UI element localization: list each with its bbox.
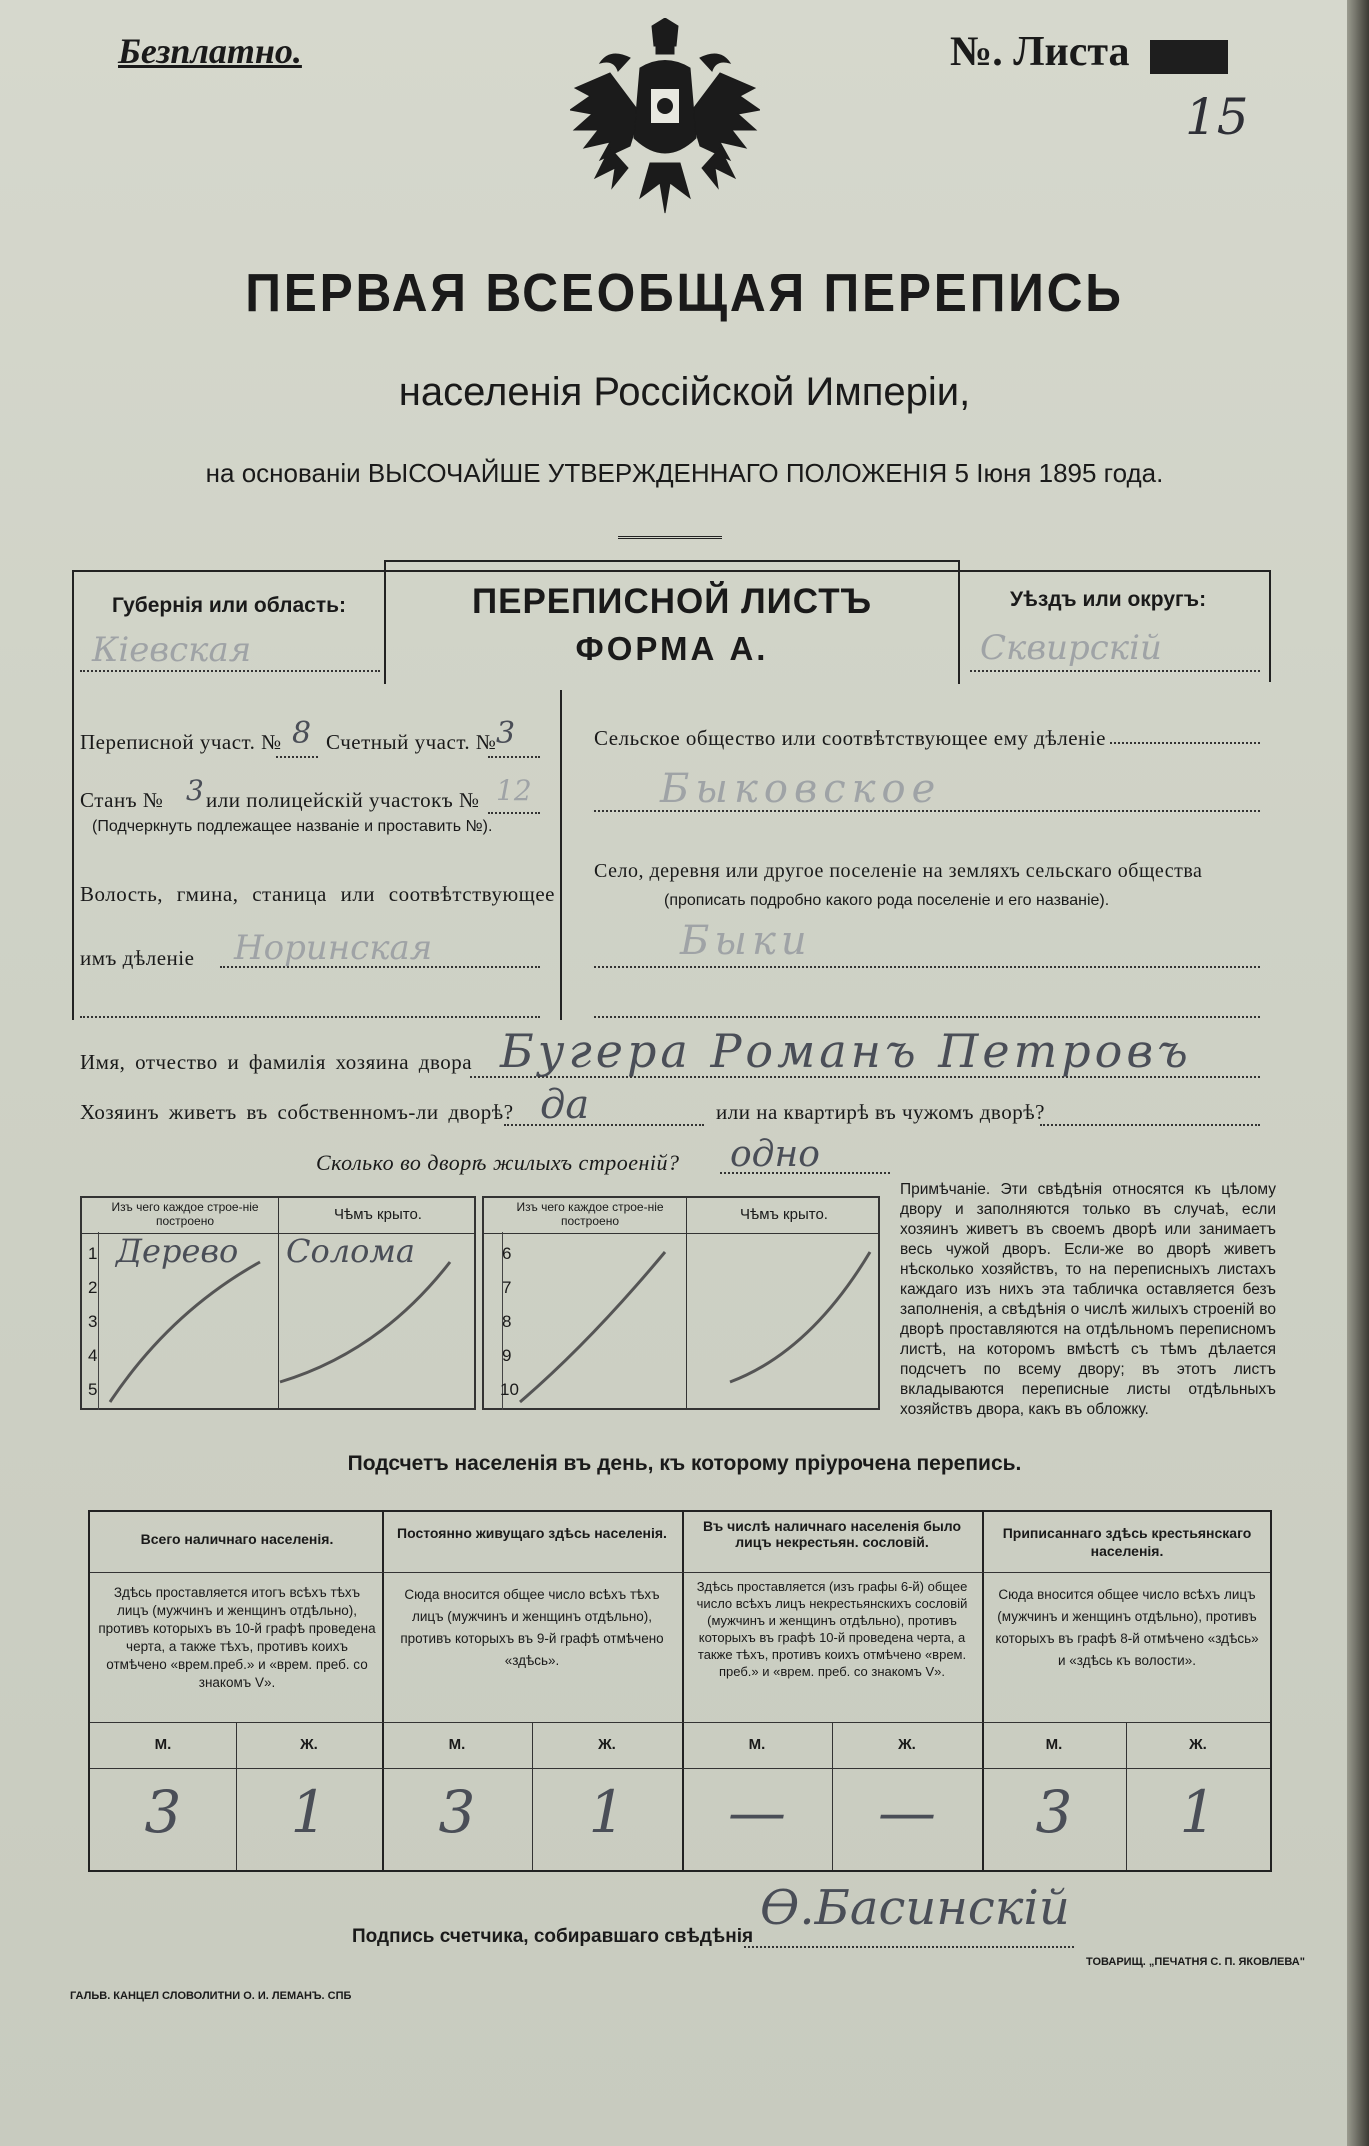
title-main: ПЕРВАЯ ВСЕОБЩАЯ ПЕРЕПИСЬ [245, 263, 1124, 323]
village-note: (прописать подробно какого рода поселеніе и его названіе). [664, 892, 1110, 909]
title-basis: на основаніи ВЫСОЧАЙШЕ УТВЕРЖДЕННАГО ПОЛОЖЕНІЯ 5 Іюня 1895 года. [205, 458, 1164, 488]
col4-f-value: 1 [1179, 1778, 1217, 1846]
material-header-2: Изъ чего каждое строе-ніе построено [516, 1200, 664, 1228]
signature-value: Ө.Басинскій [760, 1880, 1070, 1936]
col2-m-value: 3 [438, 1778, 476, 1846]
buildings-label: Сколько во дворѣ жилыхъ строеній? [316, 1150, 680, 1175]
row-num-2: 2 [88, 1278, 98, 1297]
count-area-label: Счетный участ. № [326, 730, 497, 754]
own-yard-value: да [540, 1082, 590, 1128]
owner-name-label: Имя, отчество и фамилія хозяина двора [80, 1050, 473, 1074]
roof-header-2: Чѣмъ крыто. [740, 1206, 828, 1223]
village-label: Село, деревня или другое поселеніе на земляхъ сельскаго общества [594, 860, 1203, 882]
volost-label-2: имъ дѣленіе [80, 946, 195, 970]
province-label: Губернія или область: [112, 594, 347, 617]
census-area-value: 8 [292, 716, 312, 751]
census-area-label: Переписной участ. № [80, 730, 282, 754]
col4-desc: Сюда вносится общее число всѣхъ лицъ (мужчинъ и женщинъ отдѣльно), противъ которыхъ въ графѣ 8-й отмѣчено «здѣсь» и «здѣсь къ волости». [995, 1587, 1259, 1668]
col4-f-label: Ж. [1189, 1736, 1207, 1753]
col1-header: Всего наличнаго населенія. [140, 1531, 334, 1547]
row-num-6: 6 [502, 1244, 512, 1263]
col3-f-label: Ж. [898, 1736, 916, 1753]
signature-label: Подпись счетчика, собиравшаго свѣдѣнія [352, 1926, 754, 1947]
buildings-note: Примѣчаніе. Эти свѣдѣнія относятся къ цѣлому двору и заполняются только въ случаѣ, если хозяинъ живетъ въ своемъ дворѣ или занимаетъ весь чужой дворъ. Если-же во дворѣ живетъ нѣсколько хозяйствъ, то на переписныхъ листахъ каждаго изъ нихъ эта табличка оставляется безъ заполненія, а свѣдѣнія о числѣ жилыхъ строеній во дворѣ проставляются на отдѣльномъ переписномъ листѣ, на которомъ вмѣстѣ съ тѣмъ дѣлается подсчетъ по всему двору; въ этотъ листъ вкладываются переписные листы отдѣльныхъ хозяйствъ двора, какъ въ обложку. [900, 1181, 1276, 1418]
col2-f-label: Ж. [598, 1736, 616, 1753]
col3-f-value: — [878, 1778, 936, 1846]
population-title: Подсчетъ населенія въ день, къ которому пріурочена перепись. [347, 1452, 1022, 1475]
society-label: Сельское общество или соотвѣтствующее ему дѣленіе [594, 726, 1106, 750]
district-value: Сквирскій [980, 628, 1162, 668]
population-table [88, 1510, 1272, 1872]
col1-f-value: 1 [290, 1778, 328, 1846]
col1-f-label: Ж. [300, 1736, 318, 1753]
buildings-table [80, 1196, 880, 1410]
free-label: Безплатно. [118, 31, 302, 71]
material-header: Изъ чего каждое строе-ніе построено [111, 1200, 259, 1228]
row-num-8: 8 [502, 1312, 512, 1331]
own-yard-label: Хозяинъ живетъ въ собственномъ-ли дворѣ? [80, 1100, 514, 1124]
district-label: Уѣздъ или округъ: [1010, 588, 1207, 611]
row1-roof: Солома [286, 1232, 415, 1270]
row-num-10: 10 [500, 1380, 519, 1399]
district-line [970, 670, 1260, 672]
row1-material: Дерево [116, 1232, 239, 1270]
stan-label: Станъ № [80, 788, 164, 812]
stan-value: 3 [186, 774, 204, 807]
buildings-value: одно [730, 1134, 820, 1175]
form-title: ФОРМА А. [575, 630, 769, 667]
double-headed-eagle-icon [570, 18, 760, 233]
printer-right: ТОВАРИЩ. „ПЕЧАТНЯ С. П. ЯКОВЛЕВА" [1086, 1956, 1305, 1968]
row-num-7: 7 [502, 1278, 512, 1297]
row-num-3: 3 [88, 1312, 98, 1331]
col1-m-value: 3 [144, 1778, 182, 1846]
society-value: Быковское [660, 766, 942, 812]
sheet-number-label: №. Листа [950, 29, 1130, 75]
col4-m-label: М. [1045, 1736, 1063, 1753]
col4-m-value: 3 [1035, 1778, 1073, 1846]
col3-m-label: М. [748, 1736, 766, 1753]
sheet-title: ПЕРЕПИСНОЙ ЛИСТЪ [471, 582, 873, 621]
page-edge-shadow [1347, 0, 1369, 2146]
ornament-divider [618, 536, 722, 539]
count-area-value: 3 [496, 716, 516, 751]
row-num-1: 1 [88, 1244, 98, 1263]
row-num-4: 4 [88, 1346, 98, 1365]
printer-left: ГАЛЬВ. КАНЦЕЛ СЛОВОЛИТНИ О. И. ЛЕМАНЪ. СПБ [70, 1990, 352, 2002]
title-sub: населенія Россійской Имперіи, [398, 370, 971, 414]
col2-desc: Сюда вносится общее число всѣхъ тѣхъ лицъ (мужчинъ и женщинъ отдѣльно), противъ которыхъ въ 9-й графѣ отмѣчено «здѣсь». [400, 1587, 664, 1668]
roof-header: Чѣмъ крыто. [334, 1206, 422, 1223]
col4-header: Приписаннаго здѣсь крестьянскаго населенія. [1002, 1525, 1252, 1559]
col1-desc: Здѣсь проставляется итогъ всѣхъ тѣхъ лицъ (мужчинъ и женщинъ отдѣльно), противъ которыхъ въ 10-й графѣ проведена черта, а также тѣхъ, противъ коихъ отмѣчено «врем.преб.» и «врем. преб. со знакомъ V». [98, 1585, 376, 1690]
col2-m-label: М. [448, 1736, 466, 1753]
col3-m-value: — [728, 1778, 786, 1846]
volost-label: Волость, гмина, станица или соотвѣтствующее [80, 882, 555, 906]
rent-label: или на квартирѣ въ чужомъ дворѣ? [716, 1100, 1045, 1124]
dash-strokes [80, 1232, 880, 1410]
village-value: Быки [680, 918, 812, 964]
col3-desc: Здѣсь проставляется (изъ графы 6-й) общее число всѣхъ лицъ некрестьянскихъ сословій (мужчинъ и женщинъ отдѣльно), противъ которыхъ въ графѣ 10-й проведена черта, а также тѣхъ, противъ коихъ отмѣчено «врем. преб.» и «врем. преб. со знакомъ V». [696, 1579, 968, 1679]
col2-f-value: 1 [588, 1778, 626, 1846]
volost-value: Норинская [234, 928, 433, 968]
row-num-9: 9 [502, 1346, 512, 1365]
owner-name-value: Бугера Романъ Петровъ [500, 1024, 1192, 1078]
police-value: 12 [496, 774, 532, 807]
sheet-number-value: 15 [1185, 88, 1249, 146]
province-value: Кіевская [92, 630, 252, 670]
col1-m-label: М. [154, 1736, 172, 1753]
col3-header: Въ числѣ наличнаго населенія было лицъ некрестьян. сословій. [702, 1518, 962, 1550]
col2-header: Постоянно живущаго здѣсь населенія. [397, 1525, 667, 1541]
row-num-5: 5 [88, 1380, 98, 1399]
police-label: или полицейскій участокъ № [206, 788, 480, 812]
section-divider [560, 690, 562, 1020]
underline-note: (Подчеркнуть подлежащее названіе и проставить №). [92, 818, 493, 835]
redaction-box [1150, 40, 1228, 74]
province-line [80, 670, 380, 672]
